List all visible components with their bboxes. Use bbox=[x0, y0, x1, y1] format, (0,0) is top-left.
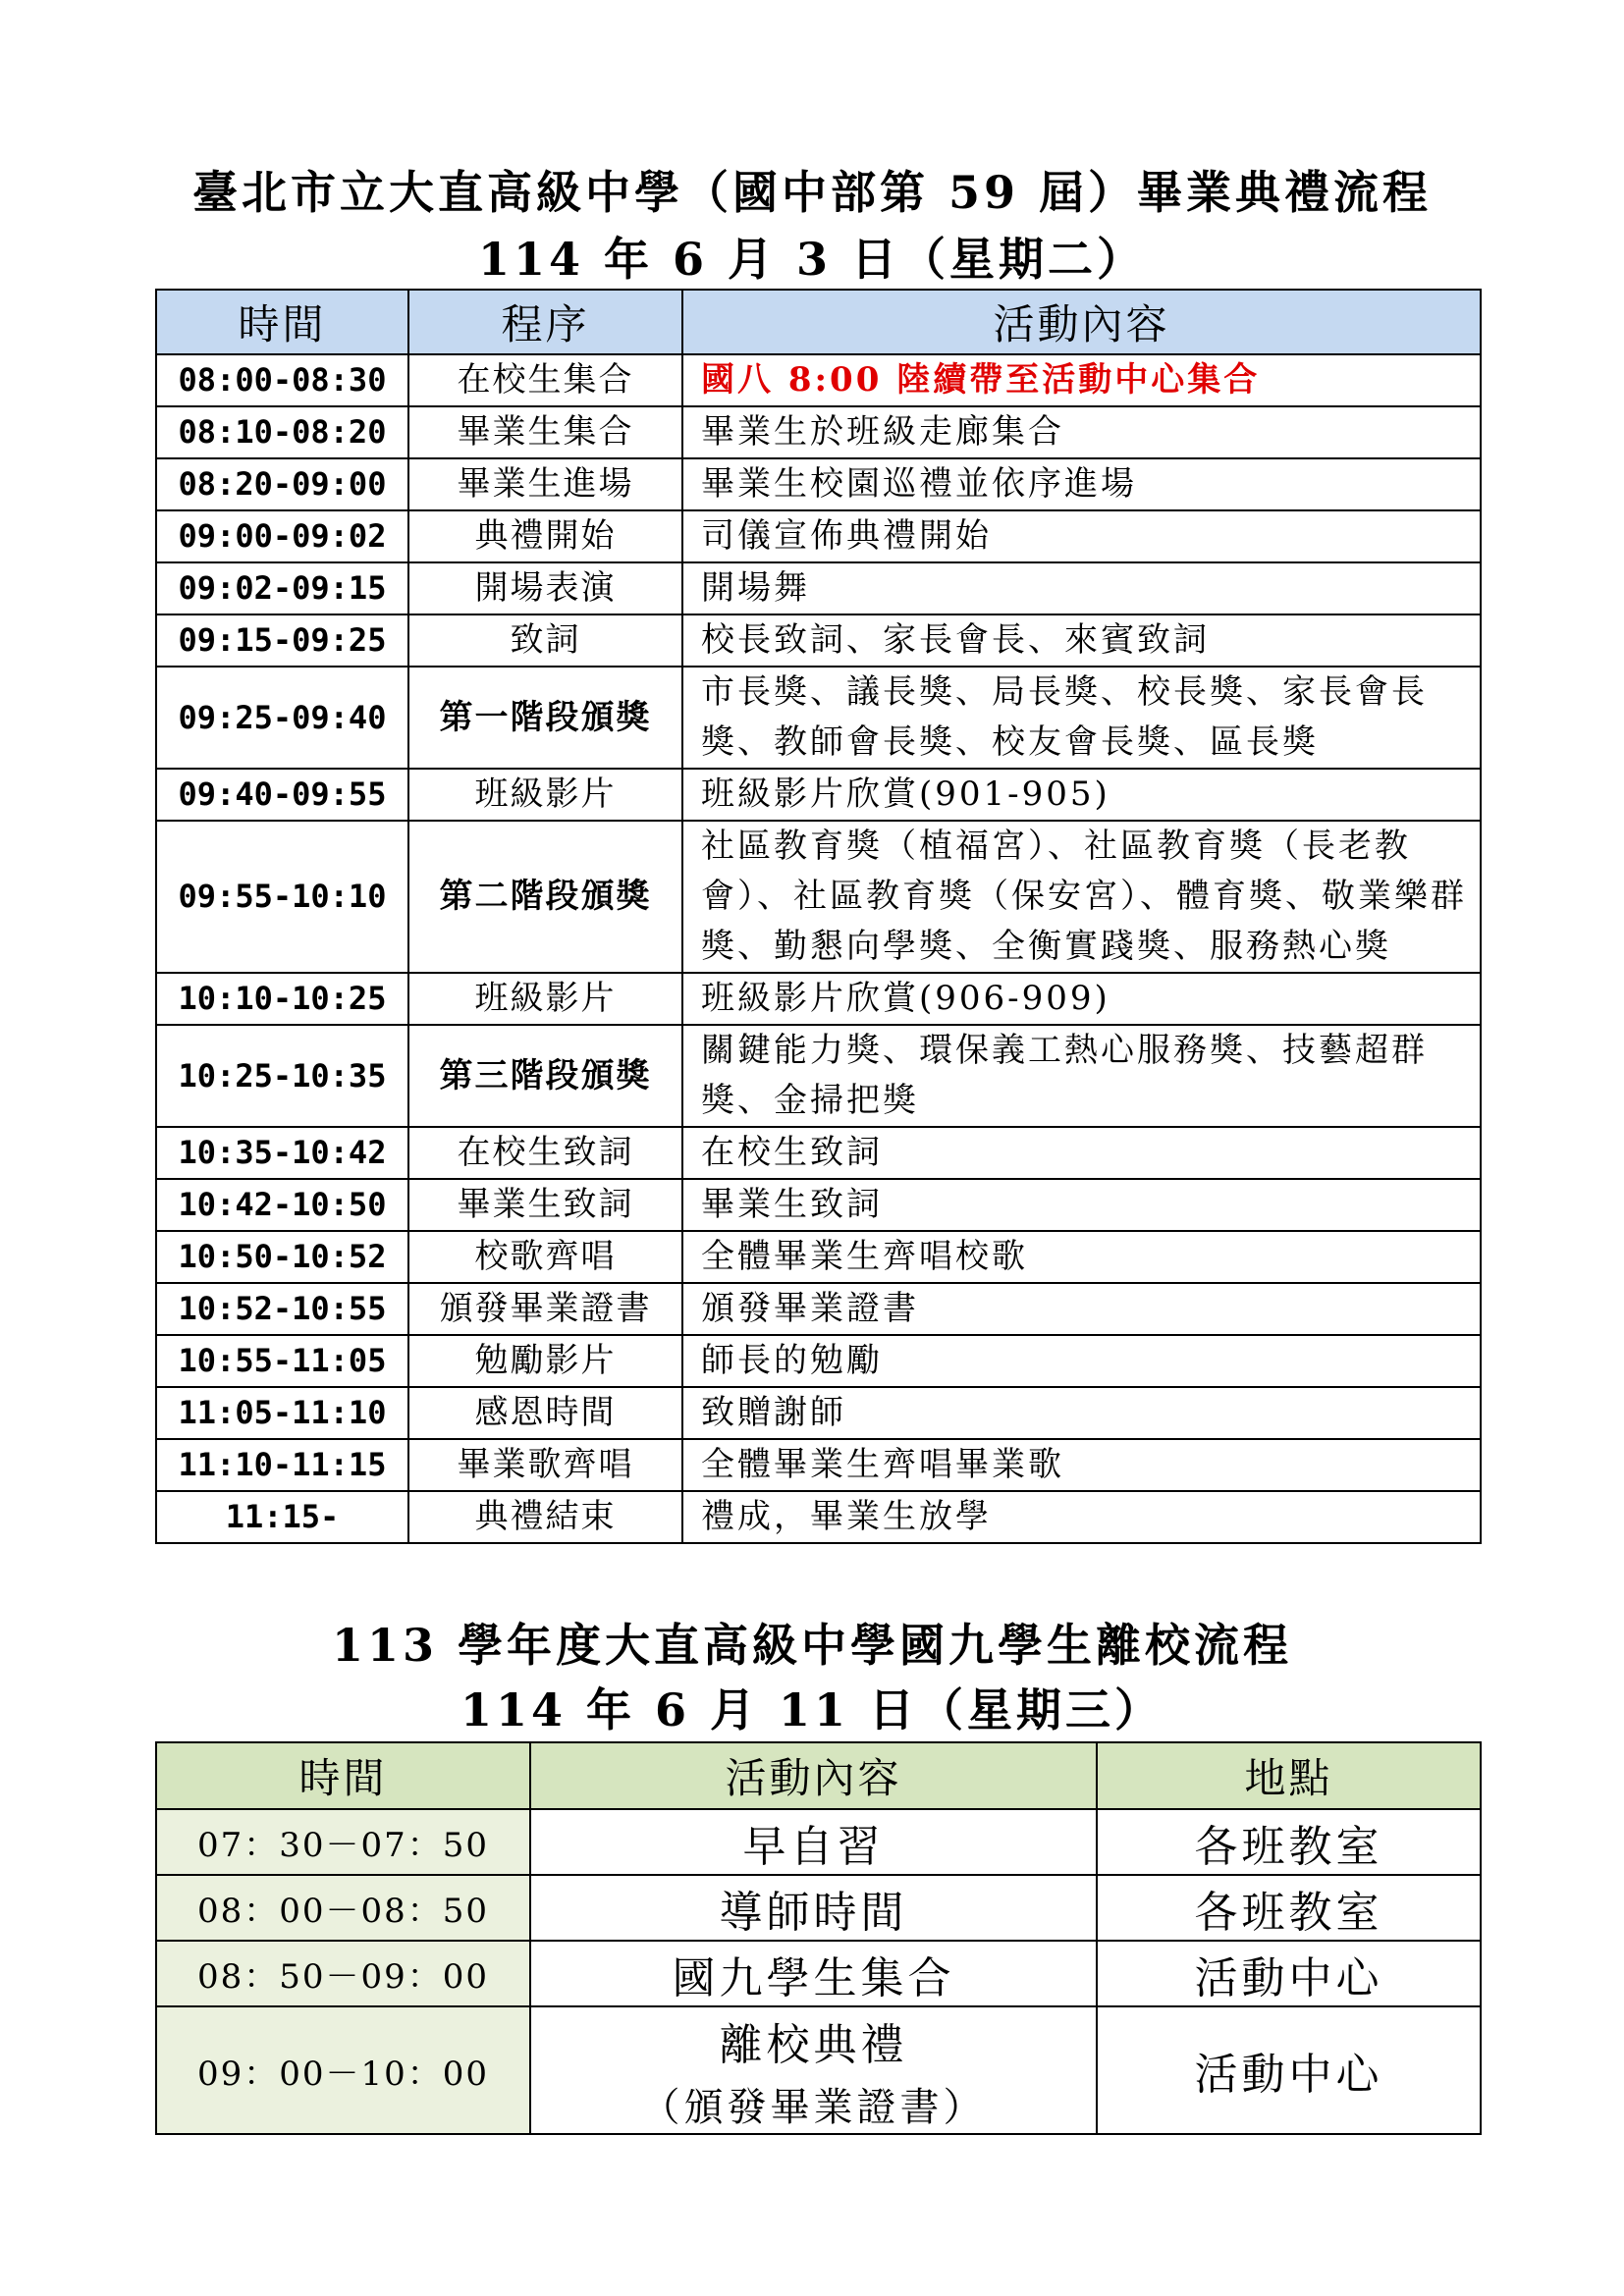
table-row bbox=[156, 1875, 1481, 1941]
departure-title: 113 學年度大直高級中學國九學生離校流程 bbox=[331, 1619, 1293, 1672]
row-location: 活動中心 bbox=[1097, 1941, 1481, 2006]
table-row bbox=[156, 1491, 1481, 1543]
table-row bbox=[156, 1335, 1481, 1387]
row-time: 09:00-09:02 bbox=[156, 510, 408, 562]
table-row bbox=[156, 1179, 1481, 1231]
row-content: 畢業生校園巡禮並依序進場 bbox=[682, 458, 1481, 510]
table-row bbox=[156, 510, 1481, 562]
row-time: 10:55-11:05 bbox=[156, 1335, 408, 1387]
row-content bbox=[530, 1809, 1097, 1875]
departure-schedule-table bbox=[155, 1741, 1482, 2135]
row-procedure: 開場表演 bbox=[408, 562, 682, 614]
table-row bbox=[156, 821, 1481, 973]
table-row bbox=[156, 667, 1481, 769]
row-content: 全體畢業生齊唱校歌 bbox=[682, 1231, 1481, 1283]
table-row bbox=[156, 354, 1481, 406]
row-procedure: 致詞 bbox=[408, 614, 682, 667]
table-row bbox=[156, 406, 1481, 458]
table-row bbox=[156, 1025, 1481, 1127]
row-procedure: 頒發畢業證書 bbox=[408, 1283, 682, 1335]
row-content bbox=[530, 1875, 1097, 1941]
row-time: 07：30－07：50 bbox=[156, 1809, 530, 1875]
header-content: 活動內容 bbox=[530, 1742, 1097, 1809]
table-row bbox=[156, 1127, 1481, 1179]
row-content: 班級影片欣賞(906-909) bbox=[682, 973, 1481, 1025]
ceremony-schedule-table bbox=[155, 289, 1482, 1544]
row-time: 10:10-10:25 bbox=[156, 973, 408, 1025]
row-procedure: 典禮結束 bbox=[408, 1491, 682, 1543]
row-content: 開場舞 bbox=[682, 562, 1481, 614]
table-row bbox=[156, 614, 1481, 667]
row-procedure: 第二階段頒獎 bbox=[408, 821, 682, 973]
row-procedure: 勉勵影片 bbox=[408, 1335, 682, 1387]
row-content: 在校生致詞 bbox=[682, 1127, 1481, 1179]
row-content: 畢業生致詞 bbox=[682, 1179, 1481, 1231]
ceremony-date: 114 年 6 月 3 日（星期二） bbox=[477, 233, 1147, 286]
row-content: 市長獎、議長獎、局長獎、校長獎、家長會長獎、教師會長獎、校友會長獎、區長獎 bbox=[682, 667, 1481, 769]
activity-label: 離校典禮 bbox=[719, 2019, 908, 2070]
table-row bbox=[156, 2006, 1481, 2134]
activity-label: 導師時間 bbox=[719, 1887, 908, 1938]
table-row bbox=[156, 1231, 1481, 1283]
row-content bbox=[530, 1941, 1097, 2006]
row-content: 關鍵能力獎、環保義工熱心服務獎、技藝超群獎、金掃把獎 bbox=[682, 1025, 1481, 1127]
row-time: 10:25-10:35 bbox=[156, 1025, 408, 1127]
header-time: 時間 bbox=[156, 1742, 530, 1809]
row-procedure: 在校生致詞 bbox=[408, 1127, 682, 1179]
row-time: 09:02-09:15 bbox=[156, 562, 408, 614]
activity-label: 早自習 bbox=[742, 1821, 885, 1872]
row-time: 10:35-10:42 bbox=[156, 1127, 408, 1179]
row-procedure: 畢業生致詞 bbox=[408, 1179, 682, 1231]
row-time: 09:25-09:40 bbox=[156, 667, 408, 769]
row-time: 08:00-08:30 bbox=[156, 354, 408, 406]
row-content: 頒發畢業證書 bbox=[682, 1283, 1481, 1335]
header-procedure: 程序 bbox=[408, 290, 682, 354]
table-row bbox=[156, 1809, 1481, 1875]
row-time: 11:10-11:15 bbox=[156, 1439, 408, 1491]
table-row bbox=[156, 769, 1481, 821]
row-time: 08：50－09：00 bbox=[156, 1941, 530, 2006]
row-time: 10:42-10:50 bbox=[156, 1179, 408, 1231]
table-row bbox=[156, 562, 1481, 614]
table-header-row bbox=[156, 290, 1481, 354]
ceremony-title: 臺北市立大直高級中學（國中部第 59 屆）畢業典禮流程 bbox=[191, 166, 1433, 219]
row-time: 09:55-10:10 bbox=[156, 821, 408, 973]
row-procedure: 第一階段頒獎 bbox=[408, 667, 682, 769]
row-time: 11:15- bbox=[156, 1491, 408, 1543]
row-time: 08：00－08：50 bbox=[156, 1875, 530, 1941]
activity-sublabel: （頒發畢業證書） bbox=[640, 2084, 987, 2130]
row-time: 09:40-09:55 bbox=[156, 769, 408, 821]
header-location: 地點 bbox=[1097, 1742, 1481, 1809]
row-procedure: 感恩時間 bbox=[408, 1387, 682, 1439]
row-time: 08:20-09:00 bbox=[156, 458, 408, 510]
row-location: 各班教室 bbox=[1097, 1809, 1481, 1875]
row-procedure: 第三階段頒獎 bbox=[408, 1025, 682, 1127]
row-time: 10:50-10:52 bbox=[156, 1231, 408, 1283]
row-time: 11:05-11:10 bbox=[156, 1387, 408, 1439]
row-time: 09：00－10：00 bbox=[156, 2006, 530, 2134]
row-procedure: 班級影片 bbox=[408, 769, 682, 821]
row-time: 08:10-08:20 bbox=[156, 406, 408, 458]
row-procedure: 在校生集合 bbox=[408, 354, 682, 406]
row-procedure: 畢業生集合 bbox=[408, 406, 682, 458]
row-content: 師長的勉勵 bbox=[682, 1335, 1481, 1387]
table-row bbox=[156, 1941, 1481, 2006]
row-procedure: 畢業生進場 bbox=[408, 458, 682, 510]
header-content: 活動內容 bbox=[682, 290, 1481, 354]
table-header-row bbox=[156, 1742, 1481, 1809]
row-content: 班級影片欣賞(901-905) bbox=[682, 769, 1481, 821]
table-row bbox=[156, 458, 1481, 510]
row-time: 10:52-10:55 bbox=[156, 1283, 408, 1335]
activity-label: 國九學生集合 bbox=[672, 1952, 955, 2003]
row-procedure: 典禮開始 bbox=[408, 510, 682, 562]
table-row bbox=[156, 973, 1481, 1025]
row-location: 活動中心 bbox=[1097, 2006, 1481, 2134]
table-row bbox=[156, 1283, 1481, 1335]
header-time: 時間 bbox=[156, 290, 408, 354]
row-content: 國八 8:00 陸續帶至活動中心集合 bbox=[682, 354, 1481, 406]
table-row bbox=[156, 1387, 1481, 1439]
row-content bbox=[530, 2006, 1097, 2134]
row-location: 各班教室 bbox=[1097, 1875, 1481, 1941]
row-content: 校長致詞、家長會長、來賓致詞 bbox=[682, 614, 1481, 667]
row-content: 社區教育獎（植福宮）、社區教育獎（長老教會）、社區教育獎（保安宮）、體育獎、敬業樂群獎、勤懇向學獎、全衡實踐獎、服務熱心獎 bbox=[682, 821, 1481, 973]
row-content: 致贈謝師 bbox=[682, 1387, 1481, 1439]
row-content: 畢業生於班級走廊集合 bbox=[682, 406, 1481, 458]
table-row bbox=[156, 1439, 1481, 1491]
row-procedure: 校歌齊唱 bbox=[408, 1231, 682, 1283]
row-content: 司儀宣佈典禮開始 bbox=[682, 510, 1481, 562]
row-procedure: 班級影片 bbox=[408, 973, 682, 1025]
departure-date: 114 年 6 月 11 日（星期三） bbox=[460, 1683, 1164, 1736]
row-content: 禮成，畢業生放學 bbox=[682, 1491, 1481, 1543]
row-time: 09:15-09:25 bbox=[156, 614, 408, 667]
row-procedure: 畢業歌齊唱 bbox=[408, 1439, 682, 1491]
row-content: 全體畢業生齊唱畢業歌 bbox=[682, 1439, 1481, 1491]
